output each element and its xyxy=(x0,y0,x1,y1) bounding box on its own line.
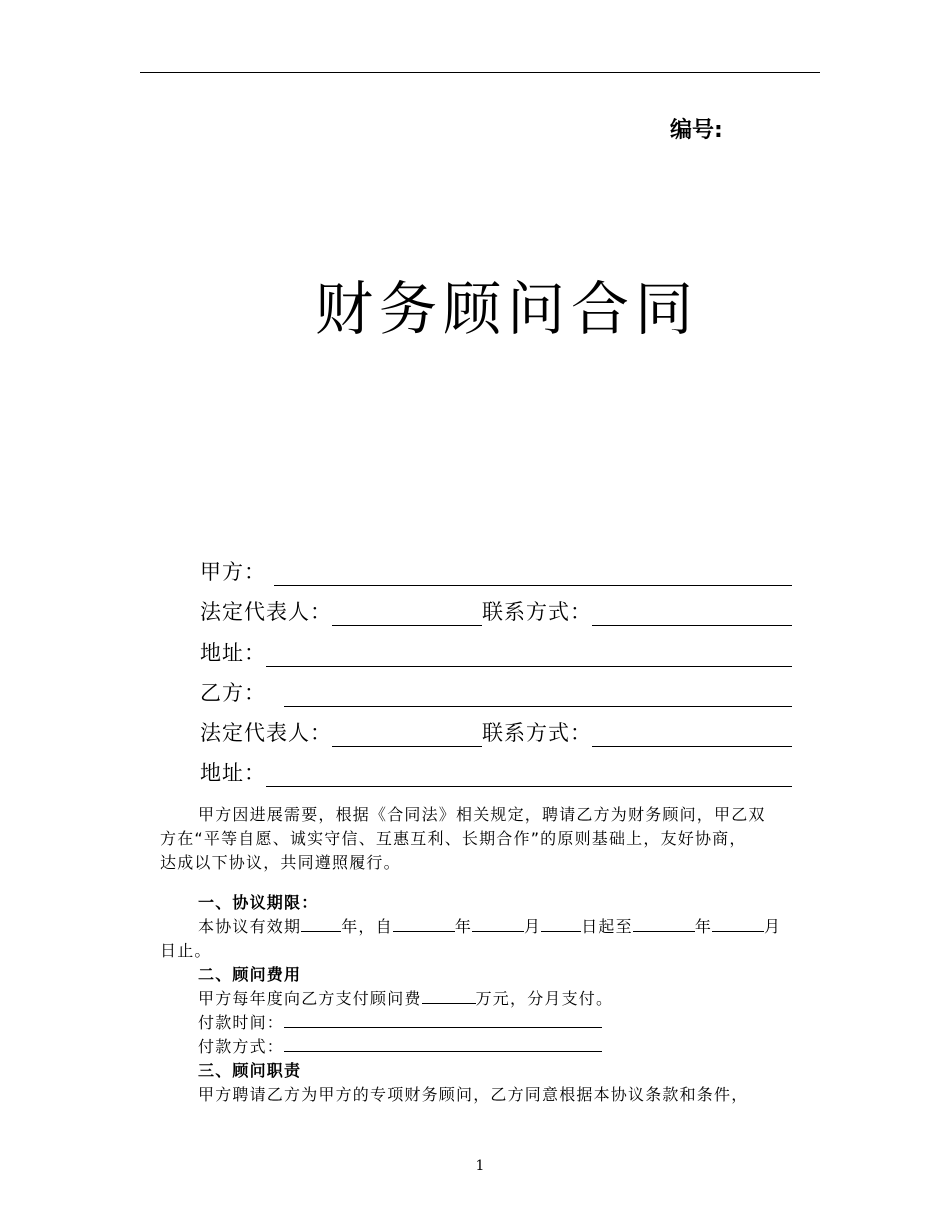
party-b-rep-row xyxy=(200,717,792,747)
party-a-legal-rep-field[interactable] xyxy=(332,601,482,626)
party-a-contact-field[interactable] xyxy=(592,601,792,626)
term-text: 本协议有效期 xyxy=(198,917,302,936)
section-heading-duties: 三、顾问职责 xyxy=(198,1061,302,1080)
term-text: 年 xyxy=(454,917,473,936)
fee-text: 万元，分月支付。 xyxy=(475,989,614,1008)
party-a-contact-label: 联系方式： xyxy=(482,600,592,624)
payment-time-blank[interactable] xyxy=(284,1011,602,1028)
term-years-blank[interactable] xyxy=(301,915,341,932)
party-a-legal-rep-label: 法定代表人： xyxy=(200,600,332,624)
party-a-label: 甲方： xyxy=(200,560,266,584)
party-b-legal-rep-label: 法定代表人： xyxy=(200,721,332,745)
preamble-line: 方在“平等自愿、诚实守信、互惠互利、长期合作”的原则基础上，友好协商， xyxy=(160,829,747,848)
payment-method-blank[interactable] xyxy=(284,1035,602,1052)
duties-line: 甲方聘请乙方为甲方的专项财务顾问，乙方同意根据本协议条款和条件， xyxy=(198,1085,749,1104)
payment-method-label: 付款方式： xyxy=(198,1037,285,1056)
fee-amount-blank[interactable] xyxy=(422,987,476,1004)
party-b-row xyxy=(200,677,792,707)
party-b-legal-rep-field[interactable] xyxy=(332,722,482,747)
fee-line xyxy=(198,987,613,1011)
party-a-rep-row xyxy=(200,596,792,626)
term-text: 月 xyxy=(524,917,542,936)
party-b-label: 乙方： xyxy=(200,681,266,705)
party-b-address-label: 地址： xyxy=(200,761,266,785)
party-a-address-row xyxy=(200,637,792,667)
section-heading-term: 一、协议期限： xyxy=(198,893,319,912)
fee-text: 甲方每年度向乙方支付顾问费 xyxy=(198,989,422,1008)
preamble-line: 达成以下协议，共同遵照履行。 xyxy=(160,853,401,872)
start-day-blank[interactable] xyxy=(541,915,581,932)
party-b-contact-field[interactable] xyxy=(592,722,792,747)
term-text: 日起至 xyxy=(581,917,633,936)
party-a-row xyxy=(200,556,792,586)
term-text: 年，自 xyxy=(341,917,393,936)
party-a-field[interactable] xyxy=(274,561,792,586)
start-year-blank[interactable] xyxy=(393,915,455,932)
term-text: 月 xyxy=(764,917,782,936)
party-b-contact-label: 联系方式： xyxy=(482,721,592,745)
section-heading-fee: 二、顾问费用 xyxy=(198,965,302,984)
party-a-address-field[interactable] xyxy=(266,642,792,667)
start-month-blank[interactable] xyxy=(472,915,524,932)
party-b-address-field[interactable] xyxy=(266,762,792,787)
end-year-blank[interactable] xyxy=(633,915,695,932)
party-a-address-label: 地址： xyxy=(200,641,266,665)
contract-number-label: 编号: xyxy=(670,118,723,143)
header-rule xyxy=(140,72,820,73)
party-b-address-row xyxy=(200,757,792,787)
payment-time-label: 付款时间： xyxy=(198,1013,285,1032)
party-b-field[interactable] xyxy=(284,682,792,707)
term-text: 年 xyxy=(694,917,713,936)
end-month-blank[interactable] xyxy=(712,915,764,932)
term-line xyxy=(198,915,781,939)
payment-time-line xyxy=(198,1011,602,1035)
page-number: 1 xyxy=(475,1158,485,1174)
term-line-end: 日止。 xyxy=(160,941,212,960)
payment-method-line xyxy=(198,1035,602,1059)
preamble-line: 甲方因进展需要，根据《合同法》相关规定，聘请乙方为财务顾问，甲乙双 xyxy=(198,805,766,824)
document-title: 财务顾问合同 xyxy=(314,275,699,343)
